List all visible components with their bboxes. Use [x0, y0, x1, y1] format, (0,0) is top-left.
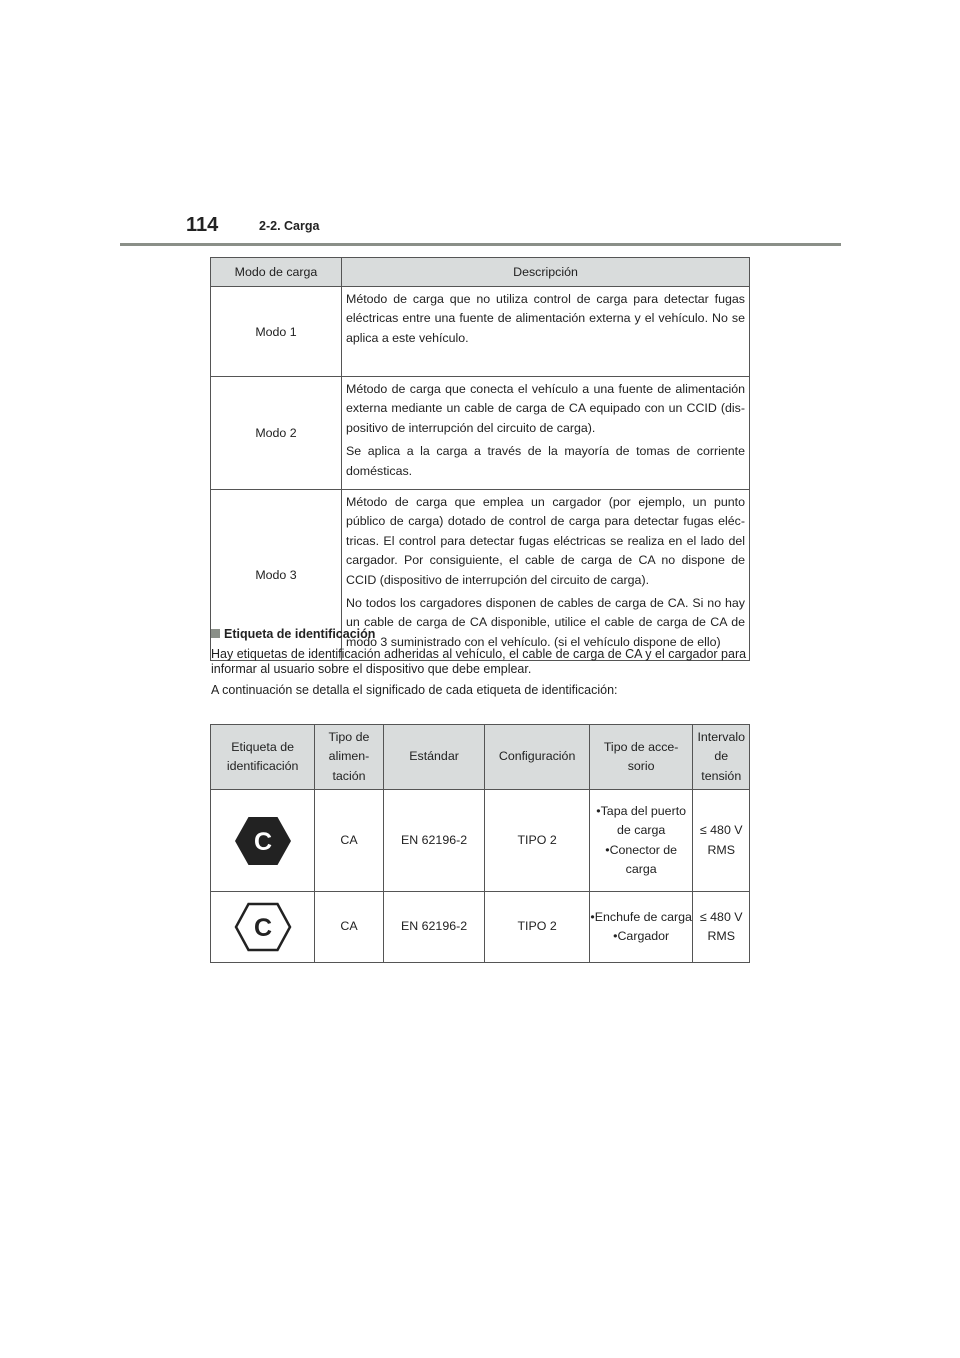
header-rule — [120, 243, 841, 246]
accessory-cell — [589, 790, 693, 892]
voltage-cell: ≤ 480 V RMS — [693, 892, 750, 963]
accessory-item: • Conector de carga — [590, 841, 693, 880]
description-cell — [342, 287, 750, 377]
label-cell — [211, 892, 315, 963]
identification-paragraph: Hay etiquetas de identificación adheridas al vehículo, el cable de carga de CA y el cargador para informar al usuario sobre el dispositivo que debe emplear. — [211, 647, 747, 676]
voltage-cell: ≤ 480 V RMS — [693, 790, 750, 892]
label-cell — [211, 790, 315, 892]
column-header: Intervalo de tensión — [693, 725, 750, 790]
column-header: Descripción — [342, 258, 750, 287]
supply-cell: CA — [315, 790, 383, 892]
table-row — [211, 377, 750, 490]
column-header: Etiqueta de identificación — [211, 725, 315, 790]
description-paragraph: No todos los cargadores disponen de cables de carga de CA. Si no hay un cable de carga de CA disponible, utilice el cable de carga de CA de modo 3 suministrado con el vehículo. (si el vehículo dispone de ello) — [346, 596, 745, 649]
label-c-filled-icon — [234, 816, 292, 866]
identification-labels-table — [210, 724, 750, 963]
description-paragraph: Método de carga que emplea un cargador (por ejemplo, un punto público de carga) dotado de control de carga para detectar fugas eléc-tricas. El control para detectar fugas eléctricas se realiza en el lado del cargador. Por consiguiente, el cable de carga de CA no dispone de CCID (dispositivo de interrupción del circuito de carga). — [346, 495, 745, 587]
table-row — [211, 892, 750, 963]
table-header-row — [211, 258, 750, 287]
accessory-list — [590, 802, 693, 880]
column-header: Estándar — [383, 725, 485, 790]
identification-heading-text: Etiqueta de identificación — [224, 627, 376, 641]
accessory-item: • Cargador — [590, 927, 693, 947]
mode-cell: Modo 3 — [211, 490, 342, 661]
standard-cell: EN 62196-2 — [383, 790, 485, 892]
accessory-list — [590, 908, 693, 947]
accessory-item: • Enchufe de carga — [590, 908, 693, 928]
mode-cell: Modo 2 — [211, 377, 342, 490]
table-header-row — [211, 725, 750, 790]
description-paragraph: Método de carga que no utiliza control de carga para detectar fugas eléctricas entre una fuente de alimentación externa y el vehículo. No se aplica a este vehículo. — [346, 292, 745, 345]
label-letter: C — [253, 914, 272, 942]
label-c-outline-icon — [234, 902, 292, 952]
description-paragraph: Método de carga que conecta el vehículo a una fuente de alimentación externa mediante un cable de carga de CA equipado con un CCID (dis-positivo de interrupción del circuito de carga). — [346, 382, 745, 435]
accessory-item: • Tapa del puerto de carga — [590, 802, 693, 841]
mode-cell: Modo 1 — [211, 287, 342, 377]
description-cell — [342, 377, 750, 490]
table-row — [211, 287, 750, 377]
charging-modes-table — [210, 257, 750, 661]
accessory-cell — [589, 892, 693, 963]
column-header: Tipo de alimen-tación — [315, 725, 383, 790]
description-paragraph: Se aplica a la carga a través de la mayoría de tomas de corriente domésticas. — [346, 444, 745, 478]
column-header: Modo de carga — [211, 258, 342, 287]
standard-cell: EN 62196-2 — [383, 892, 485, 963]
description-cell — [342, 490, 750, 661]
page-number: 114 — [186, 214, 219, 236]
configuration-cell: TIPO 2 — [485, 790, 589, 892]
column-header: Configuración — [485, 725, 589, 790]
identification-heading — [211, 627, 375, 641]
section-title: 2-2. Carga — [259, 219, 320, 233]
supply-cell: CA — [315, 892, 383, 963]
label-letter: C — [253, 827, 272, 856]
configuration-cell: TIPO 2 — [485, 892, 589, 963]
identification-intro-paragraph: A continuación se detalla el significado de cada etiqueta de identificación: — [211, 683, 618, 697]
heading-square-icon — [211, 629, 220, 638]
table-row — [211, 790, 750, 892]
column-header: Tipo de acce-sorio — [589, 725, 693, 790]
